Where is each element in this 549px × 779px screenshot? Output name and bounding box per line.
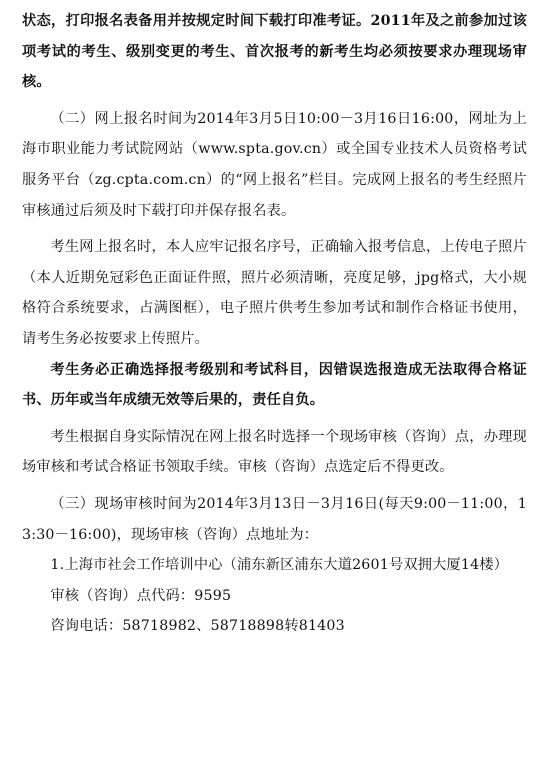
paragraph-review-address: 1.上海市社会工作培训中心（浦东新区浦东大道2601号双拥大厦14楼） <box>50 557 509 574</box>
paragraph-registration-status: 状态，打印报名表备用并按规定时间下载打印准考证。2011年及之前参加过该项考试的考生、级别变更的考生、首次报考的新考生均必须按要求办理现场审核。 <box>22 13 527 91</box>
paragraph-review-point-selection: 考生根据自身实际情况在网上报名时选择一个现场审核（咨询）点，办理现场审核和考试合格证书领取手续。审核（咨询）点选定后不得更改。 <box>22 428 527 476</box>
paragraph-level-subject-warning: 考生务必正确选择报考级别和考试科目，因错误选报造成无法取得合格证书、历年或当年成绩无效等后果的，责任自负。 <box>22 361 527 409</box>
paragraph-contact-phone: 咨询电话：58718982、58718898转81403 <box>50 618 345 635</box>
paragraph-onsite-review-time: （三）现场审核时间为2014年3月13日－3月16日(每天9:00－11:00，13:30－16:00)，现场审核（咨询）点地址为： <box>22 495 527 543</box>
paragraph-review-point-code: 审核（咨询）点代码：9595 <box>50 587 232 604</box>
paragraph-online-registration-time: （二）网上报名时间为2014年3月5日10:00－3月16日16:00，网址为上海市职业能力考试院网站（www.spta.gov.cn）或全国专业技术人员资格考试服务平台（zg.cpta.com.cn）的“网上报名”栏目。完成网上报名的考生经照片审核通过后须及时下载打印并保存报名表。 <box>22 110 527 219</box>
paragraph-photo-upload: 考生网上报名时，本人应牢记报名序号，正确输入报考信息，上传电子照片（本人近期免冠彩色正面证件照，照片必须清晰，亮度足够，jpg格式，大小规格符合系统要求，占满图框），电子照片供考生参加考试和制作合格证书使用，请考生务必按要求上传照片。 <box>22 239 527 347</box>
